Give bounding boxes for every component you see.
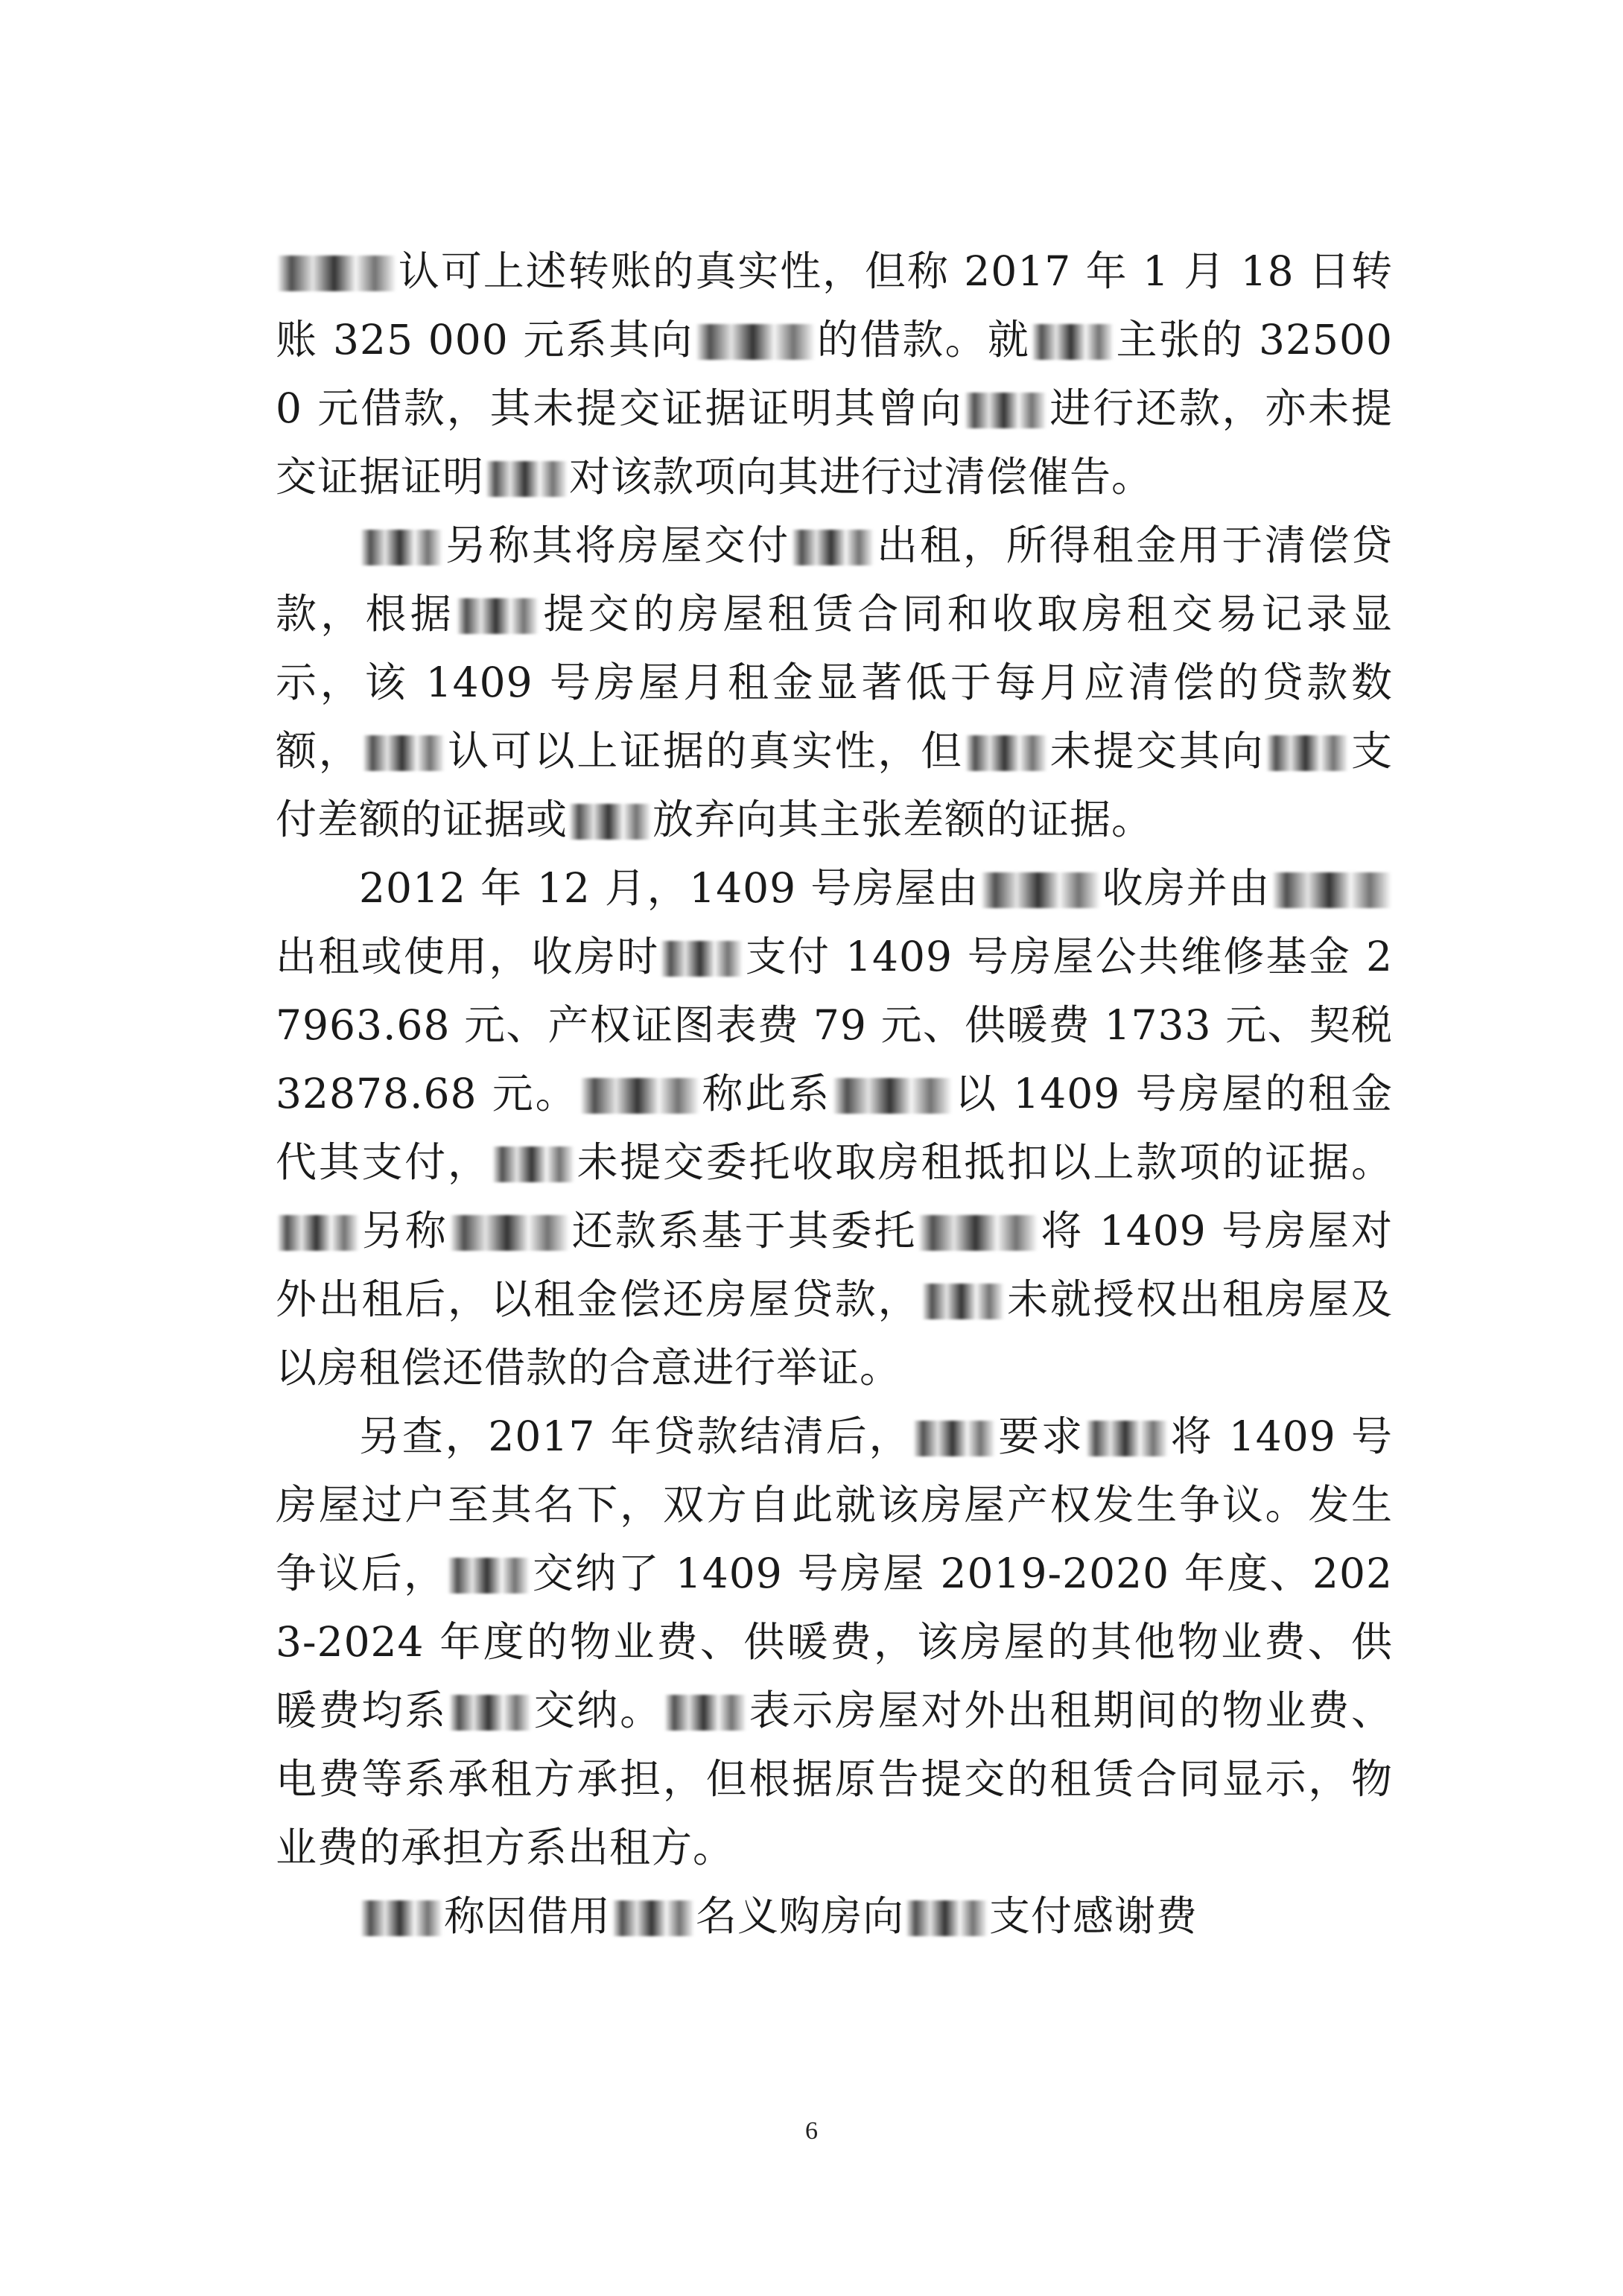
paragraph-text: 出租，所得租金用于清偿贷款，根据 <box>276 521 1393 638</box>
paragraph-text: 将 1409 号房屋对外出租后，以租金偿还房屋贷款， <box>276 1207 1393 1323</box>
paragraph-text: 提交的房屋租赁合同和收取房租交易记录显示，该 1409 号房屋月租金显著低于每月应清偿的贷款数额， <box>276 590 1393 775</box>
redacted-name <box>277 1215 359 1251</box>
redacted-name <box>492 1147 574 1182</box>
paragraph-text: 未提交其向 <box>1048 727 1265 775</box>
paragraph-text: 放弃向其主张差额的证据。 <box>652 796 1154 843</box>
paragraph-text: 另查，2017 年贷款结清后， <box>359 1412 912 1460</box>
paragraph-text: 以 1409 号房屋的租金代其支付， <box>276 1070 1394 1186</box>
redacted-name <box>486 461 568 497</box>
paragraph-text: 还款系基于其委托 <box>570 1207 918 1255</box>
paragraph-text: 未提交委托收取房租抵扣以上款项的证据。 <box>575 1138 1393 1186</box>
redacted-name <box>1272 872 1391 908</box>
redacted-name <box>918 1215 1038 1251</box>
paragraph-text: 未就授权出租房屋及以房租偿还借款的合意进行举证。 <box>276 1275 1393 1392</box>
paragraph-text: 出租或使用，收房时 <box>276 933 660 980</box>
paragraph-p5 <box>276 1882 1393 1950</box>
page-number: 6 <box>805 2117 818 2145</box>
redacted-name <box>569 804 651 840</box>
redacted-name <box>1032 324 1114 360</box>
paragraph-text: 支付感谢费 <box>989 1892 1198 1940</box>
paragraph-text: 对该款项向其进行过清偿催告。 <box>569 453 1154 501</box>
paragraph-text: 交纳了 1409 号房屋 2019-2020 年度、2023-2024 年度的物业费、供暖费，该房屋的其他物业费、供暖费均系 <box>276 1550 1393 1734</box>
paragraph-text: 主张的 325000 元借款，其未提交证据证明其曾向 <box>276 316 1393 432</box>
paragraph-text: 名义购房向 <box>696 1892 905 1940</box>
redacted-name <box>696 324 815 360</box>
redacted-name <box>1266 735 1348 771</box>
redacted-name <box>661 941 743 977</box>
redacted-name <box>913 1421 995 1456</box>
redacted-name <box>361 530 442 565</box>
paragraph-text: 表示房屋对外出租期间的物业费、电费等系承租方承担，但根据原告提交的租赁合同显示，物业费的承担方系出租方。 <box>276 1687 1393 1871</box>
paragraph-text: 称因借用 <box>444 1892 612 1940</box>
redacted-name <box>965 393 1046 428</box>
paragraph-text: 支付 1409 号房屋公共维修基金 27963.68 元、产权证图表费 79 元、供暖费 1733 元、契税 32878.68 元。 <box>276 933 1393 1117</box>
paragraph-text: 另称其将房屋交付 <box>444 521 791 569</box>
paragraph-text: 的借款。就 <box>816 316 1031 364</box>
paragraph-text: 认可以上证据的真实性，但 <box>446 727 964 775</box>
paragraph-text: 要求 <box>997 1412 1084 1460</box>
redacted-name <box>448 1558 530 1593</box>
redacted-name <box>664 1695 746 1731</box>
redacted-name <box>361 1900 442 1936</box>
paragraph-text: 2012 年 12 月，1409 号房屋由 <box>359 864 979 912</box>
redacted-name <box>363 735 445 771</box>
paragraph-text: 进行还款，亦未提交证据证明 <box>276 384 1393 501</box>
redacted-name <box>922 1284 1004 1319</box>
paragraph-text: 交纳。 <box>532 1687 663 1734</box>
paragraph-p2 <box>276 511 1393 854</box>
paragraph-p1 <box>276 237 1393 511</box>
paragraph-text: 支付差额的证据或 <box>276 727 1393 843</box>
redacted-name <box>450 1215 569 1251</box>
redacted-name <box>833 1078 952 1114</box>
paragraph-text: 将 1409 号房屋过户至其名下，双方自此就该房屋产权发生争议。发生争议后， <box>276 1412 1393 1597</box>
redacted-name <box>965 735 1047 771</box>
paragraph-text: 称此系 <box>700 1070 832 1117</box>
redacted-name <box>449 1695 531 1731</box>
redacted-name <box>981 872 1100 908</box>
redacted-name <box>906 1900 988 1936</box>
redacted-name <box>277 256 396 291</box>
redacted-name <box>792 530 874 565</box>
redacted-name <box>580 1078 699 1114</box>
paragraph-text: 认可上述转账的真实性，但称 2017 年 1 月 18 日转账 325 000 元系其向 <box>276 247 1393 364</box>
redacted-name <box>1086 1421 1168 1456</box>
paragraph-p3 <box>276 854 1393 1402</box>
paragraph-text: 另称 <box>361 1207 448 1255</box>
redacted-name <box>457 598 539 634</box>
paragraph-text: 收房并由 <box>1101 864 1271 912</box>
redacted-name <box>612 1900 694 1936</box>
paragraph-p4 <box>276 1402 1393 1882</box>
document-body <box>276 237 1393 1950</box>
